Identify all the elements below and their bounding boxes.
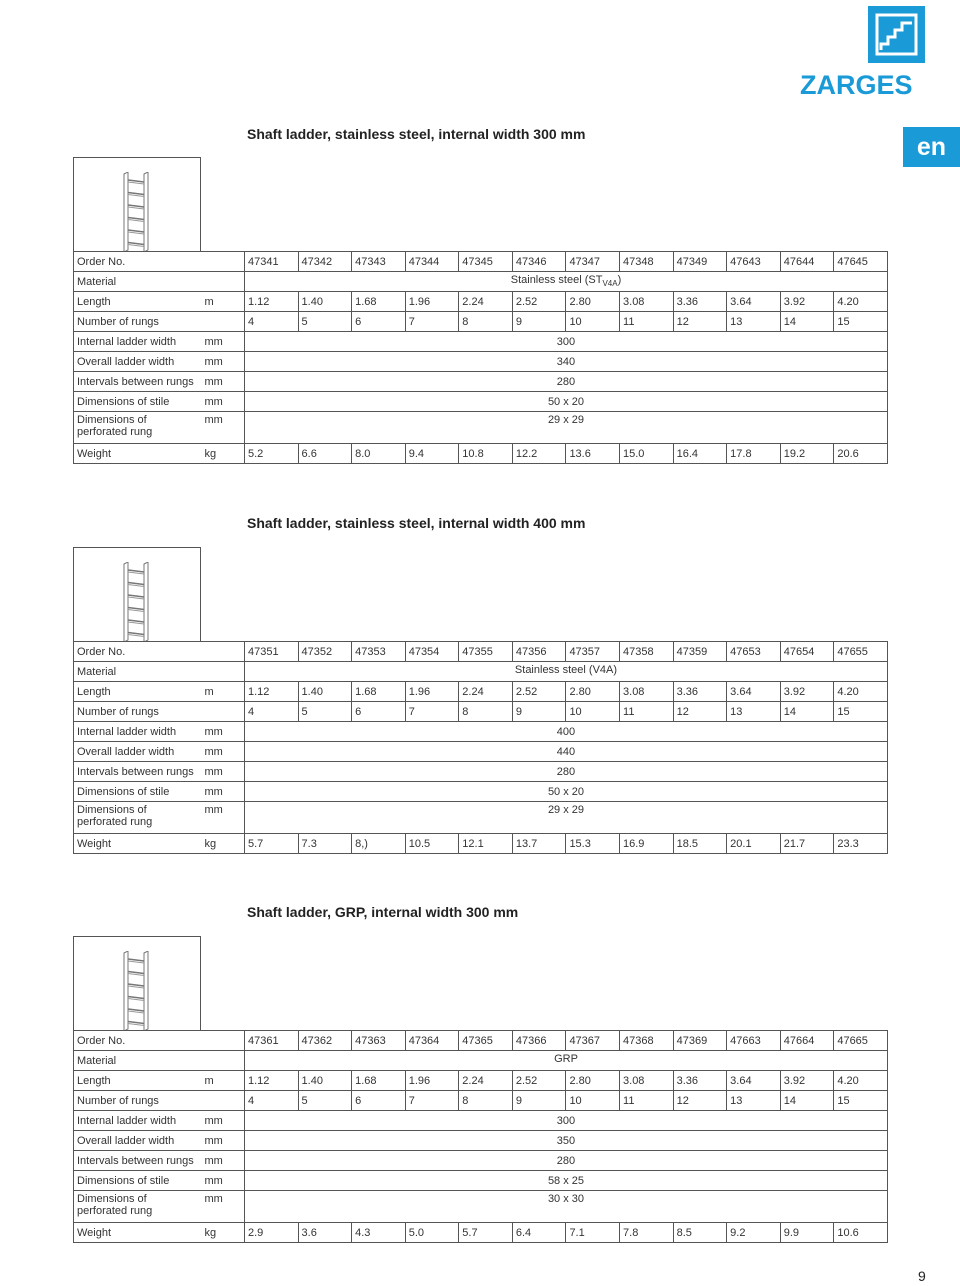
row-label <box>74 802 202 834</box>
table-row <box>74 834 888 854</box>
table-cell: 2.80 <box>566 682 620 702</box>
row-label-line: perforated rung <box>77 1205 153 1217</box>
row-label-line: Dimensions of <box>77 414 147 426</box>
table-cell: 1.96 <box>405 1071 459 1091</box>
table-cell: 8,) <box>352 834 406 854</box>
row-unit: m <box>201 1071 244 1091</box>
table-cell: 15 <box>834 1091 888 1111</box>
table-cell: 1.12 <box>244 1071 298 1091</box>
table-row <box>74 1071 888 1091</box>
table-cell: 47364 <box>405 1031 459 1051</box>
row-unit: mm <box>201 782 244 802</box>
table-cell: 4 <box>244 312 298 332</box>
table-row <box>74 722 888 742</box>
row-unit <box>201 642 244 662</box>
row-unit <box>201 252 244 272</box>
table-cell: 47361 <box>244 1031 298 1051</box>
table-cell: 47357 <box>566 642 620 662</box>
spanned-value: 280 <box>244 372 887 392</box>
table-cell: 6 <box>352 312 406 332</box>
ladder-icon <box>120 172 152 252</box>
table-cell: 3.6 <box>298 1223 352 1243</box>
row-unit: mm <box>201 1131 244 1151</box>
row-label: Intervals between rungs <box>74 1151 202 1171</box>
table-cell: 11 <box>620 702 674 722</box>
table-cell: 4 <box>244 702 298 722</box>
table-row <box>74 1091 888 1111</box>
table-cell: 4.3 <box>352 1223 406 1243</box>
table-cell: 5 <box>298 312 352 332</box>
row-unit: mm <box>201 802 244 834</box>
table-cell: 47354 <box>405 642 459 662</box>
row-unit: mm <box>201 742 244 762</box>
table-cell: 15 <box>834 702 888 722</box>
table-cell: 47342 <box>298 252 352 272</box>
table-row <box>74 1223 888 1243</box>
table-cell: 12 <box>673 702 727 722</box>
table-cell: 9.9 <box>780 1223 834 1243</box>
spec-table <box>73 641 888 854</box>
table-cell: 6 <box>352 1091 406 1111</box>
table-cell: 20.6 <box>834 444 888 464</box>
table-cell: 5 <box>298 1091 352 1111</box>
section-title: Shaft ladder, GRP, internal width 300 mm <box>247 904 519 920</box>
table-cell: 18.5 <box>673 834 727 854</box>
row-unit <box>201 312 244 332</box>
row-label: Number of rungs <box>74 312 202 332</box>
table-row <box>74 252 888 272</box>
table-cell: 3.64 <box>727 682 781 702</box>
table-row <box>74 332 888 352</box>
table-cell: 3.64 <box>727 292 781 312</box>
row-unit: mm <box>201 722 244 742</box>
table-row <box>74 272 888 292</box>
table-cell: 1.68 <box>352 682 406 702</box>
table-cell: 5.7 <box>244 834 298 854</box>
table-cell: 47664 <box>780 1031 834 1051</box>
row-label-line: perforated rung <box>77 816 153 828</box>
table-cell: 10.5 <box>405 834 459 854</box>
material-text: GRP <box>554 1053 578 1066</box>
table-cell: 6.4 <box>512 1223 566 1243</box>
table-cell: 47645 <box>834 252 888 272</box>
table-cell: 11 <box>620 1091 674 1111</box>
row-label: Material <box>74 1051 245 1071</box>
table-cell: 4.20 <box>834 682 888 702</box>
table-cell: 19.2 <box>780 444 834 464</box>
table-cell: 3.08 <box>620 1071 674 1091</box>
table-cell: 8 <box>459 312 513 332</box>
table-cell: 9 <box>512 702 566 722</box>
table-cell: 4.20 <box>834 1071 888 1091</box>
table-cell: 47352 <box>298 642 352 662</box>
spanned-value: 50 x 20 <box>244 392 887 412</box>
row-unit <box>201 1031 244 1051</box>
table-cell: 14 <box>780 312 834 332</box>
table-row <box>74 1151 888 1171</box>
table-cell: 47345 <box>459 252 513 272</box>
table-row <box>74 1171 888 1191</box>
row-label-line: Dimensions of <box>77 1193 147 1205</box>
table-cell: 14 <box>780 702 834 722</box>
table-cell: 1.68 <box>352 1071 406 1091</box>
table-cell: 3.92 <box>780 682 834 702</box>
table-row <box>74 642 888 662</box>
spanned-value: 30 x 30 <box>244 1191 887 1223</box>
table-cell: 47344 <box>405 252 459 272</box>
table-cell: 12 <box>673 312 727 332</box>
table-cell: 1.96 <box>405 682 459 702</box>
row-unit: mm <box>201 1191 244 1223</box>
table-cell: 47355 <box>459 642 513 662</box>
table-cell: 7 <box>405 1091 459 1111</box>
table-cell: 1.68 <box>352 292 406 312</box>
row-unit: kg <box>201 834 244 854</box>
section-title: Shaft ladder, stainless steel, internal width 300 mm <box>247 126 586 142</box>
table-cell: 23.3 <box>834 834 888 854</box>
table-cell: 3.36 <box>673 1071 727 1091</box>
table-cell: 47358 <box>620 642 674 662</box>
table-cell: 47653 <box>727 642 781 662</box>
row-label: Length <box>74 682 202 702</box>
row-label-line: perforated rung <box>77 426 153 438</box>
table-cell: 5 <box>298 702 352 722</box>
table-cell: 10.6 <box>834 1223 888 1243</box>
table-cell: 16.4 <box>673 444 727 464</box>
table-row <box>74 1111 888 1131</box>
table-cell: 47368 <box>620 1031 674 1051</box>
table-cell: 1.96 <box>405 292 459 312</box>
spanned-value: 340 <box>244 352 887 372</box>
table-cell: 1.40 <box>298 1071 352 1091</box>
table-cell: 4 <box>244 1091 298 1111</box>
table-cell: 2.24 <box>459 682 513 702</box>
table-cell: 8.0 <box>352 444 406 464</box>
table-cell: 2.24 <box>459 292 513 312</box>
table-cell: 2.80 <box>566 1071 620 1091</box>
spanned-value: 50 x 20 <box>244 782 887 802</box>
table-cell: 10.8 <box>459 444 513 464</box>
material-value <box>244 1051 887 1071</box>
row-label: Internal ladder width <box>74 722 202 742</box>
table-cell: 47349 <box>673 252 727 272</box>
row-unit: mm <box>201 332 244 352</box>
table-row <box>74 1131 888 1151</box>
table-row <box>74 802 888 834</box>
table-cell: 47353 <box>352 642 406 662</box>
table-cell: 47367 <box>566 1031 620 1051</box>
table-row <box>74 782 888 802</box>
row-unit: m <box>201 292 244 312</box>
table-cell: 1.12 <box>244 682 298 702</box>
table-cell: 1.12 <box>244 292 298 312</box>
table-cell: 8 <box>459 1091 513 1111</box>
table-cell: 3.36 <box>673 292 727 312</box>
table-cell: 2.52 <box>512 1071 566 1091</box>
table-cell: 11 <box>620 312 674 332</box>
spanned-value: 300 <box>244 332 887 352</box>
table-cell: 15.0 <box>620 444 674 464</box>
table-cell: 9 <box>512 312 566 332</box>
table-cell: 13.7 <box>512 834 566 854</box>
row-label: Dimensions of stile <box>74 392 202 412</box>
row-label: Overall ladder width <box>74 352 202 372</box>
table-cell: 6 <box>352 702 406 722</box>
row-label <box>74 1191 202 1223</box>
table-cell: 21.7 <box>780 834 834 854</box>
row-label: Internal ladder width <box>74 1111 202 1131</box>
row-label: Order No. <box>74 1031 202 1051</box>
table-cell: 47346 <box>512 252 566 272</box>
table-row <box>74 682 888 702</box>
ladder-icon <box>120 562 152 642</box>
table-cell: 13.6 <box>566 444 620 464</box>
table-cell: 47356 <box>512 642 566 662</box>
spanned-value: 58 x 25 <box>244 1171 887 1191</box>
table-cell: 47359 <box>673 642 727 662</box>
material-tail: ) <box>617 274 622 287</box>
row-label: Number of rungs <box>74 1091 202 1111</box>
row-label: Internal ladder width <box>74 332 202 352</box>
table-row <box>74 742 888 762</box>
row-label: Dimensions of stile <box>74 1171 202 1191</box>
row-unit: mm <box>201 1171 244 1191</box>
spanned-value: 280 <box>244 1151 887 1171</box>
table-cell: 47665 <box>834 1031 888 1051</box>
table-row <box>74 292 888 312</box>
table-cell: 4.20 <box>834 292 888 312</box>
material-value <box>244 662 887 682</box>
table-cell: 3.92 <box>780 1071 834 1091</box>
spec-table <box>73 251 888 464</box>
row-label: Dimensions of stile <box>74 782 202 802</box>
table-cell: 8 <box>459 702 513 722</box>
table-row <box>74 412 888 444</box>
table-cell: 3.36 <box>673 682 727 702</box>
table-row <box>74 1191 888 1223</box>
language-tab: en <box>903 127 960 167</box>
stairs-icon <box>868 6 925 63</box>
table-cell: 47369 <box>673 1031 727 1051</box>
table-cell: 47347 <box>566 252 620 272</box>
table-row <box>74 762 888 782</box>
table-cell: 15 <box>834 312 888 332</box>
row-label: Number of rungs <box>74 702 202 722</box>
table-cell: 10 <box>566 1091 620 1111</box>
zarges-logo <box>868 6 925 63</box>
table-cell: 10 <box>566 702 620 722</box>
table-row <box>74 444 888 464</box>
row-label: Material <box>74 662 245 682</box>
table-cell: 20.1 <box>727 834 781 854</box>
row-label: Weight <box>74 444 202 464</box>
table-cell: 47362 <box>298 1031 352 1051</box>
material-text: Stainless steel (V4A) <box>514 664 618 677</box>
table-cell: 7.3 <box>298 834 352 854</box>
table-cell: 12.2 <box>512 444 566 464</box>
table-cell: 7.1 <box>566 1223 620 1243</box>
table-cell: 9 <box>512 1091 566 1111</box>
table-cell: 2.9 <box>244 1223 298 1243</box>
row-unit: kg <box>201 1223 244 1243</box>
row-label: Material <box>74 272 245 292</box>
table-cell: 47351 <box>244 642 298 662</box>
table-row <box>74 312 888 332</box>
table-row <box>74 702 888 722</box>
table-cell: 8.5 <box>673 1223 727 1243</box>
spanned-value: 280 <box>244 762 887 782</box>
ladder-image <box>73 157 201 251</box>
table-cell: 5.0 <box>405 1223 459 1243</box>
table-cell: 13 <box>727 312 781 332</box>
table-cell: 47654 <box>780 642 834 662</box>
table-cell: 3.92 <box>780 292 834 312</box>
table-cell: 16.9 <box>620 834 674 854</box>
table-cell: 47643 <box>727 252 781 272</box>
table-row <box>74 352 888 372</box>
table-cell: 7.8 <box>620 1223 674 1243</box>
spanned-value: 440 <box>244 742 887 762</box>
row-label: Overall ladder width <box>74 742 202 762</box>
table-cell: 14 <box>780 1091 834 1111</box>
table-cell: 7 <box>405 312 459 332</box>
table-cell: 3.08 <box>620 682 674 702</box>
table-cell: 47366 <box>512 1031 566 1051</box>
table-row <box>74 1031 888 1051</box>
section-title: Shaft ladder, stainless steel, internal width 400 mm <box>247 515 586 531</box>
table-cell: 47663 <box>727 1031 781 1051</box>
row-unit <box>201 1091 244 1111</box>
row-label: Order No. <box>74 642 202 662</box>
row-unit: m <box>201 682 244 702</box>
table-cell: 2.52 <box>512 682 566 702</box>
table-cell: 5.7 <box>459 1223 513 1243</box>
table-cell: 47655 <box>834 642 888 662</box>
row-label: Overall ladder width <box>74 1131 202 1151</box>
table-cell: 47644 <box>780 252 834 272</box>
ladder-image <box>73 547 201 641</box>
row-unit <box>201 702 244 722</box>
material-subscript: V4A <box>602 279 618 289</box>
material-text: Stainless steel (ST <box>510 274 603 287</box>
table-cell: 15.3 <box>566 834 620 854</box>
row-unit: kg <box>201 444 244 464</box>
table-row <box>74 392 888 412</box>
table-cell: 12 <box>673 1091 727 1111</box>
row-label: Length <box>74 292 202 312</box>
spanned-value: 300 <box>244 1111 887 1131</box>
row-unit: mm <box>201 412 244 444</box>
table-cell: 2.52 <box>512 292 566 312</box>
table-cell: 1.40 <box>298 292 352 312</box>
row-label: Intervals between rungs <box>74 762 202 782</box>
table-cell: 47348 <box>620 252 674 272</box>
brand-name: ZARGES <box>800 70 913 100</box>
row-label: Length <box>74 1071 202 1091</box>
table-row <box>74 372 888 392</box>
page-number: 9 <box>918 1268 926 1284</box>
row-label: Order No. <box>74 252 202 272</box>
table-row <box>74 1051 888 1071</box>
table-cell: 5.2 <box>244 444 298 464</box>
table-cell: 17.8 <box>727 444 781 464</box>
spanned-value: 29 x 29 <box>244 802 887 834</box>
row-label <box>74 412 202 444</box>
table-cell: 7 <box>405 702 459 722</box>
table-cell: 47341 <box>244 252 298 272</box>
row-unit: mm <box>201 352 244 372</box>
table-cell: 2.80 <box>566 292 620 312</box>
table-cell: 2.24 <box>459 1071 513 1091</box>
row-label: Weight <box>74 1223 202 1243</box>
table-cell: 1.40 <box>298 682 352 702</box>
ladder-icon <box>120 951 152 1031</box>
table-row <box>74 662 888 682</box>
table-cell: 9.4 <box>405 444 459 464</box>
table-cell: 47365 <box>459 1031 513 1051</box>
table-cell: 3.08 <box>620 292 674 312</box>
table-cell: 9.2 <box>727 1223 781 1243</box>
table-cell: 12.1 <box>459 834 513 854</box>
row-label: Intervals between rungs <box>74 372 202 392</box>
row-unit: mm <box>201 1151 244 1171</box>
material-value <box>244 272 887 292</box>
ladder-image <box>73 936 201 1030</box>
table-cell: 6.6 <box>298 444 352 464</box>
spec-table <box>73 1030 888 1243</box>
row-unit: mm <box>201 1111 244 1131</box>
row-label-line: Dimensions of <box>77 804 147 816</box>
spanned-value: 29 x 29 <box>244 412 887 444</box>
spanned-value: 350 <box>244 1131 887 1151</box>
row-unit: mm <box>201 392 244 412</box>
table-cell: 13 <box>727 1091 781 1111</box>
table-cell: 3.64 <box>727 1071 781 1091</box>
table-cell: 47363 <box>352 1031 406 1051</box>
row-unit: mm <box>201 762 244 782</box>
row-unit: mm <box>201 372 244 392</box>
row-label: Weight <box>74 834 202 854</box>
spanned-value: 400 <box>244 722 887 742</box>
table-cell: 47343 <box>352 252 406 272</box>
table-cell: 10 <box>566 312 620 332</box>
table-cell: 13 <box>727 702 781 722</box>
